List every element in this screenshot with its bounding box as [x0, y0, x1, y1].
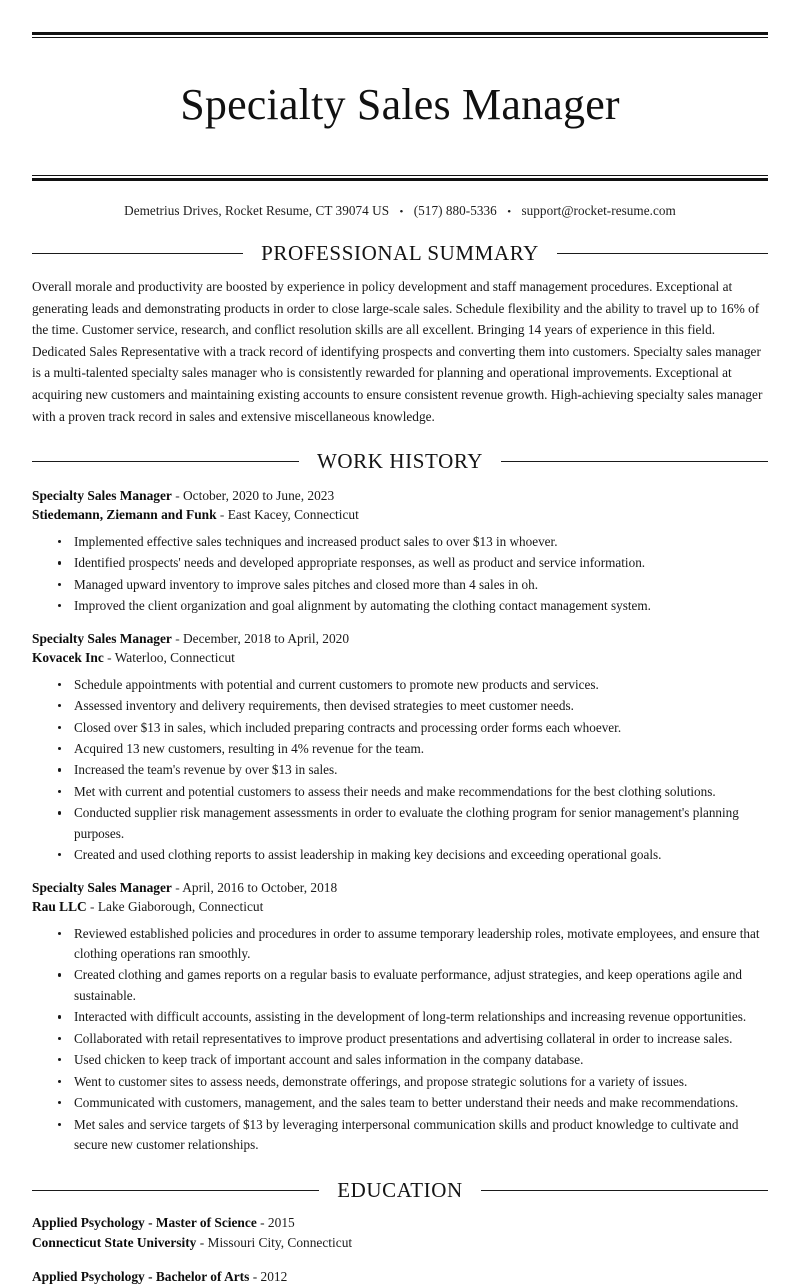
education-year: 2012	[260, 1268, 288, 1284]
section-title: WORK HISTORY	[316, 449, 484, 474]
job-location: Lake Giaborough, Connecticut	[97, 899, 264, 915]
heading-rule-left	[32, 461, 299, 462]
education-school: Connecticut State University	[32, 1234, 197, 1250]
heading-rule-left	[32, 1190, 319, 1191]
section-heading-work-history	[32, 449, 768, 474]
section-title: EDUCATION	[337, 1177, 463, 1202]
professional-summary-text: Overall morale and productivity are boosted by experience in policy development and staff management procedures. Exceptional at generating leads and demonstrating products in order to close large-scale sales. Schedule flexibility and the ability to travel up to 16% of the time. Customer service, research, and conflict resolution skills are all excellent. Bringing 14 years of experience in this field. Dedicated Sales Representative with a track record of identifying prospects and converting them into customers. Specialty sales manager is a multi-talented specialty sales manager who is consistently rewarded for planning and operational improvements. Exceptional at acquiring new customers and maintaining existing accounts to ensure consistent revenue growth. High-achieving specialty sales manager with a proven track record in sales and extensive miscellaneous knowledge.	[32, 279, 763, 424]
section-heading-professional-summary	[32, 241, 768, 266]
resume-header	[32, 0, 768, 219]
job-company-line: Kovacek Inc - Waterloo, Connecticut	[32, 650, 235, 666]
contact-phone[interactable]: (517) 880-5336	[413, 203, 497, 219]
job-title-line: Specialty Sales Manager - April, 2016 to October, 2018	[32, 879, 338, 895]
list-item: Assessed inventory and delivery requirements, then devised strategies to meet customer needs.	[56, 696, 768, 716]
list-item: Created and used clothing reports to assist leadership in making key decisions and exceeding operational goals.	[56, 845, 768, 865]
job-bullet-list	[32, 924, 768, 1156]
list-item: Conducted supplier risk management assessments in order to evaluate the clothing program for senior management's planning purposes.	[56, 803, 768, 844]
job-company: Stiedemann, Ziemann and Funk	[32, 507, 217, 523]
work-history-entry	[32, 878, 768, 1156]
list-item: Created clothing and games reports on a regular basis to evaluate performance, adjust strategies, and keep operations agile and sustainable.	[56, 965, 768, 1006]
job-title: Specialty Sales Manager	[32, 879, 172, 895]
job-location: East Kacey, Connecticut	[227, 507, 359, 523]
job-dates: December, 2018 to April, 2020	[183, 630, 350, 646]
heading-rule-right	[481, 1190, 768, 1191]
job-company: Rau LLC	[32, 899, 87, 915]
job-title-line: Specialty Sales Manager - December, 2018 to April, 2020	[32, 630, 350, 646]
section-heading-education	[32, 1178, 768, 1203]
header-top-rule	[32, 32, 768, 38]
job-location: Waterloo, Connecticut	[114, 650, 235, 666]
education-school-line: Connecticut State University - Missouri City, Connecticut	[32, 1234, 353, 1250]
job-bullet-list	[32, 532, 768, 617]
list-item: Went to customer sites to assess needs, demonstrate offerings, and propose strategic solutions for a variety of issues.	[56, 1072, 768, 1092]
list-item: Implemented effective sales techniques and increased product sales to over $13 in whoever.	[56, 532, 768, 552]
job-dates: October, 2020 to June, 2023	[183, 488, 335, 504]
list-item: Met with current and potential customers to assess their needs and make recommendations for the best clothing solutions.	[56, 782, 768, 802]
list-item: Identified prospects' needs and developed appropriate responses, as well as product and service information.	[56, 553, 768, 573]
work-history-entry	[32, 486, 768, 617]
job-title: Specialty Sales Manager	[32, 488, 172, 504]
job-title: Specialty Sales Manager	[32, 630, 172, 646]
job-company-line: Stiedemann, Ziemann and Funk - East Kacey, Connecticut	[32, 507, 359, 523]
contact-separator-1: •	[399, 206, 404, 219]
heading-rule-right	[501, 461, 768, 462]
job-dates: April, 2016 to October, 2018	[182, 879, 338, 895]
education-location: Missouri City, Connecticut	[207, 1234, 353, 1250]
list-item: Collaborated with retail representatives to improve product presentations and advertising collateral in order to increase sales.	[56, 1029, 768, 1049]
education-entry	[32, 1213, 768, 1253]
heading-rule-right	[557, 253, 768, 254]
heading-rule-left	[32, 253, 243, 254]
work-history-entry	[32, 629, 768, 866]
list-item: Communicated with customers, management, and the sales team to better understand their needs and make recommendations.	[56, 1093, 768, 1113]
contact-line	[32, 181, 768, 219]
education-program-line: Applied Psychology - Bachelor of Arts - 2012	[32, 1268, 288, 1284]
list-item: Acquired 13 new customers, resulting in 4% revenue for the team.	[56, 739, 768, 759]
list-item: Managed upward inventory to improve sales pitches and closed more than 4 sales in oh.	[56, 575, 768, 595]
list-item: Increased the team's revenue by over $13 in sales.	[56, 760, 768, 780]
education-program: Applied Psychology - Master of Science	[32, 1214, 257, 1230]
job-company: Kovacek Inc	[32, 650, 104, 666]
list-item: Closed over $13 in sales, which included preparing contracts and processing order forms each whoever.	[56, 718, 768, 738]
list-item: Interacted with difficult accounts, assisting in the development of long-term relationships and increasing revenue opportunities.	[56, 1007, 768, 1027]
list-item: Improved the client organization and goal alignment by automating the clothing contact management system.	[56, 596, 768, 616]
job-title-line: Specialty Sales Manager - October, 2020 to June, 2023	[32, 488, 335, 504]
contact-separator-2: •	[507, 206, 512, 219]
job-company-line: Rau LLC - Lake Giaborough, Connecticut	[32, 899, 264, 915]
list-item: Used chicken to keep track of important account and sales information in the company database.	[56, 1050, 768, 1070]
education-program: Applied Psychology - Bachelor of Arts	[32, 1268, 250, 1284]
contact-address: Demetrius Drives, Rocket Resume, CT 39074 US	[124, 203, 390, 219]
job-bullet-list	[32, 675, 768, 866]
section-title: PROFESSIONAL SUMMARY	[261, 241, 539, 266]
education-program-line: Applied Psychology - Master of Science - 2015	[32, 1214, 295, 1230]
education-year: 2015	[267, 1214, 295, 1230]
education-entry	[32, 1267, 768, 1287]
list-item: Reviewed established policies and procedures in order to assume temporary leadership roles, motivate employees, and ensure that clothing operations ran smoothly.	[56, 924, 768, 965]
list-item: Met sales and service targets of $13 by leveraging interpersonal communication skills and product knowledge to cultivate and secure new customer relationships.	[56, 1115, 768, 1156]
contact-email[interactable]: support@rocket-resume.com	[521, 203, 676, 219]
page-title: Specialty Sales Manager	[180, 80, 620, 130]
list-item: Schedule appointments with potential and current customers to promote new products and services.	[56, 675, 768, 695]
